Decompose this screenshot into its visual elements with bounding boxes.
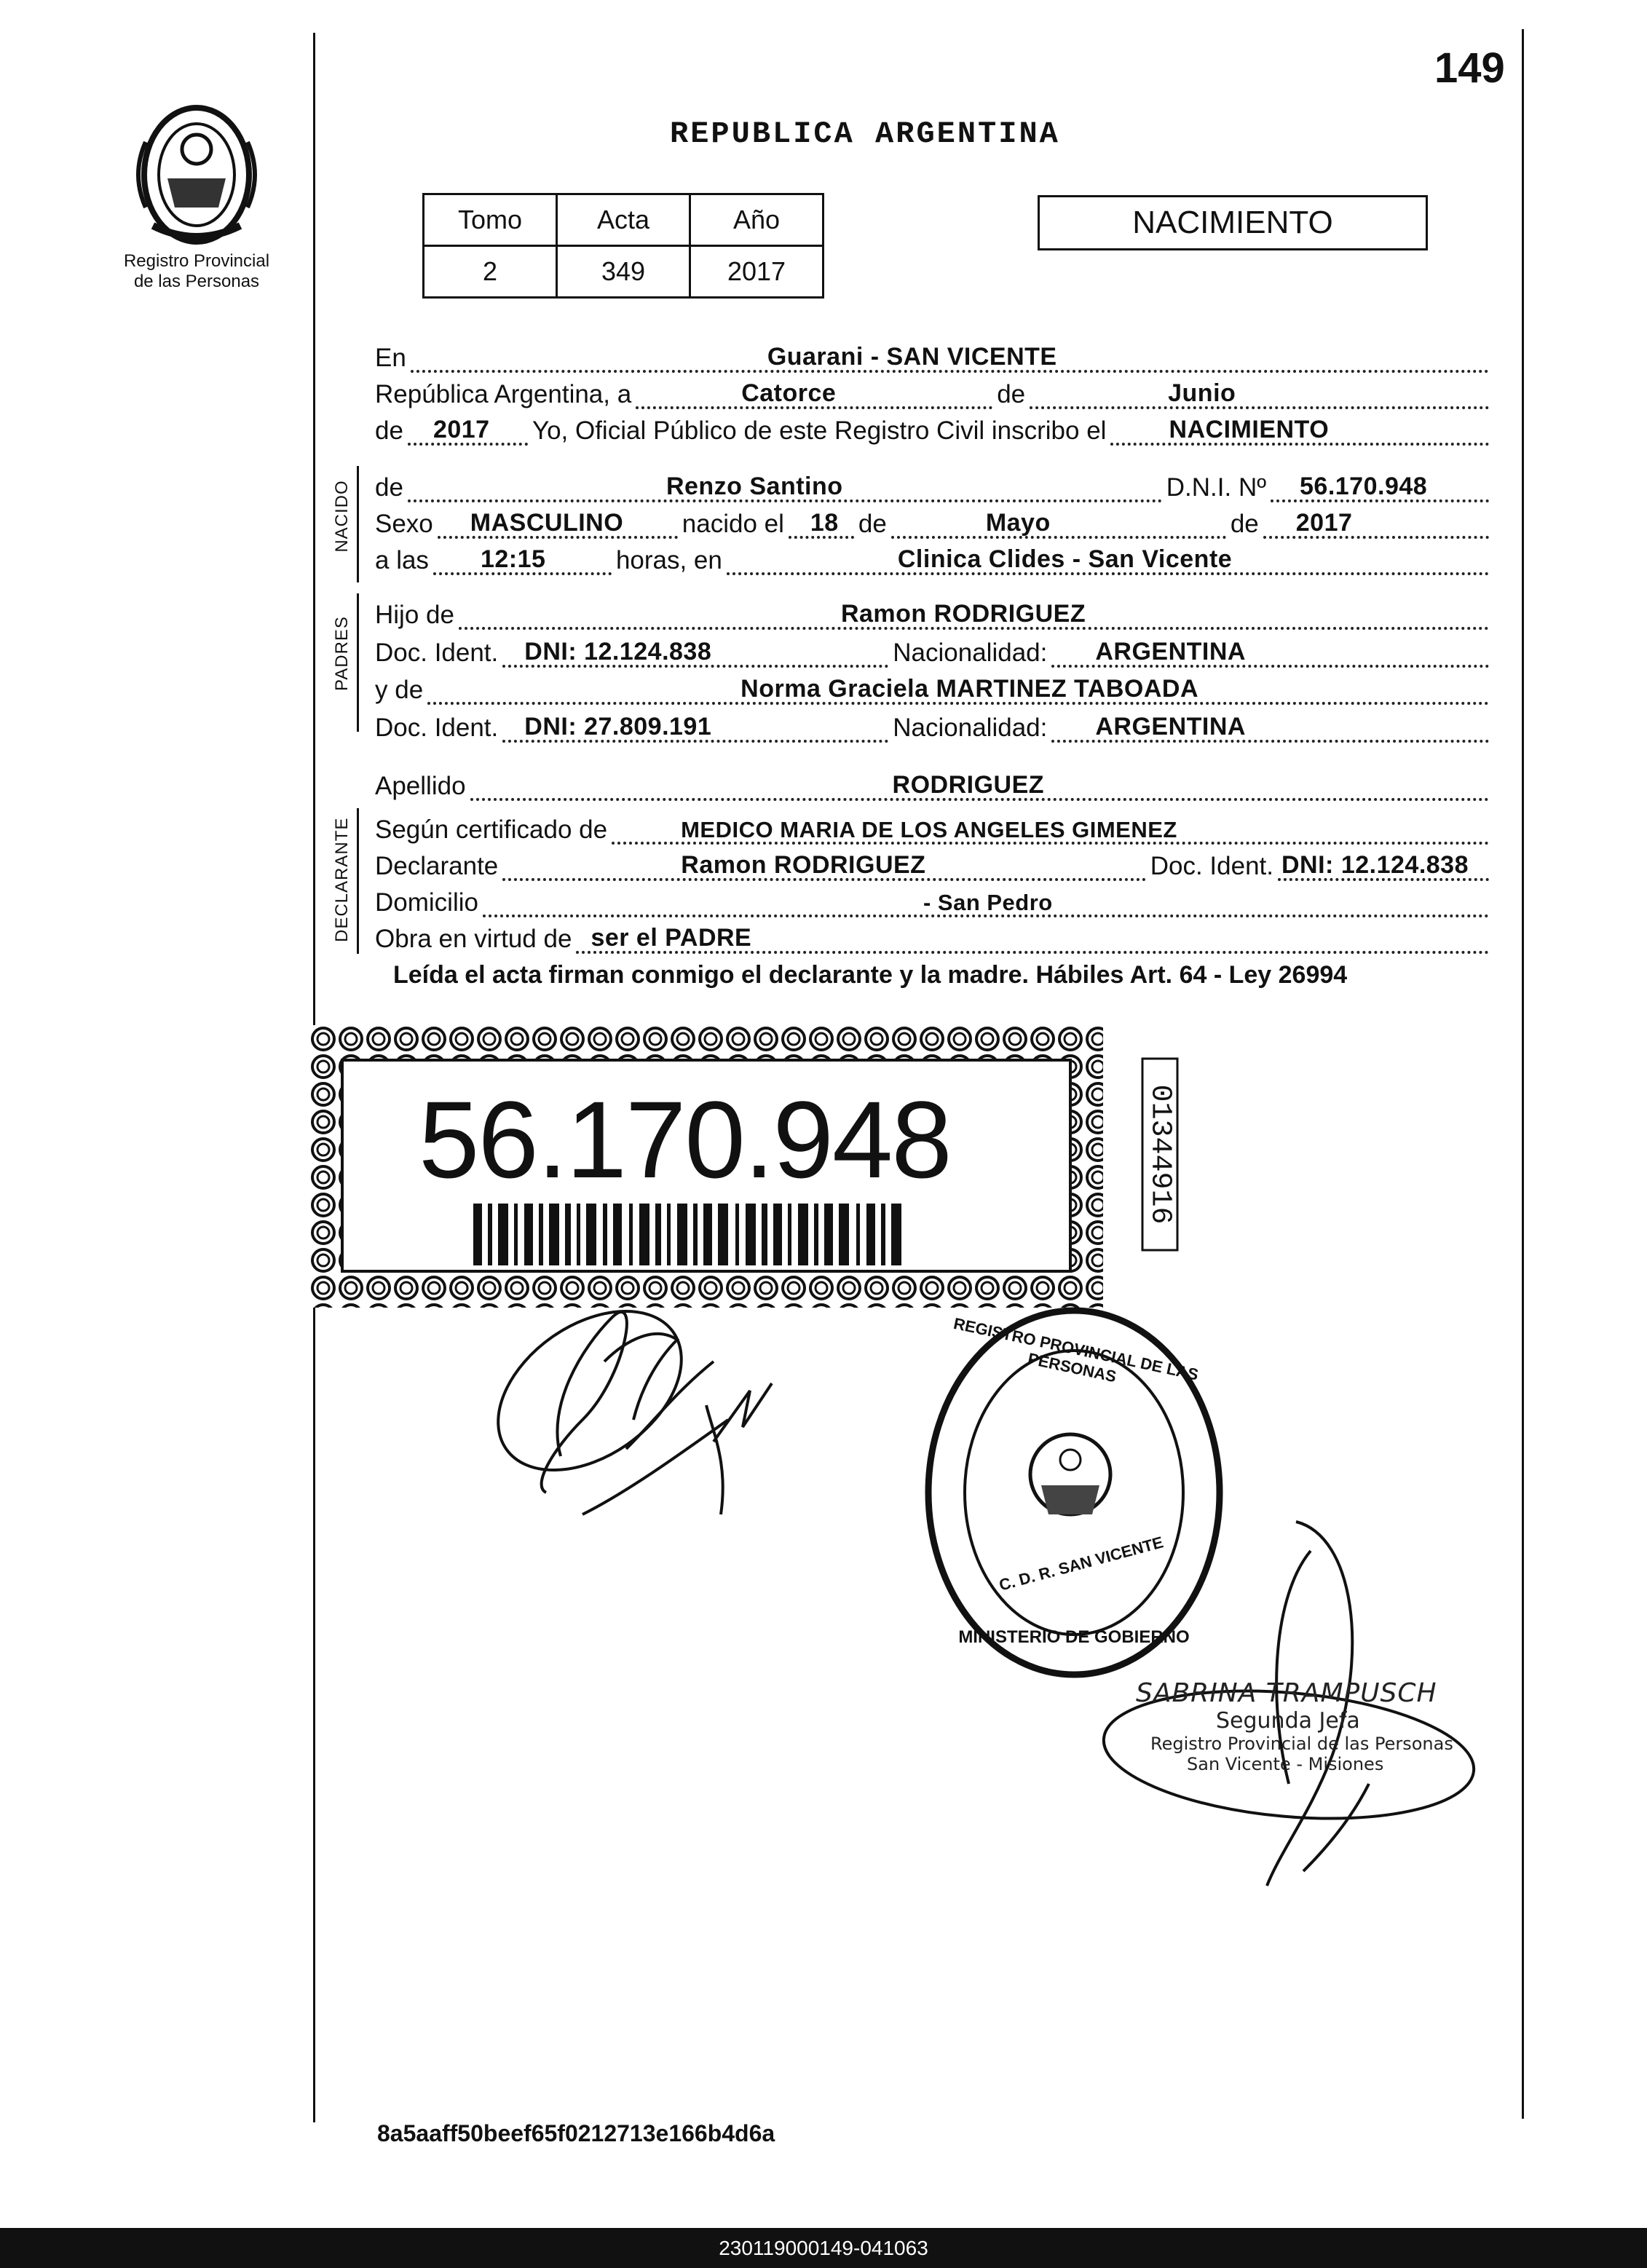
mother-doc-label: Doc. Ident.: [375, 714, 499, 742]
official-office: Registro Provincial de las Personas: [1150, 1734, 1453, 1754]
name-value: Renzo Santino: [665, 473, 843, 500]
de2-label: de: [375, 416, 403, 445]
mother-nac-label: Nacionalidad:: [893, 714, 1048, 742]
time-value: 12:15: [480, 545, 546, 573]
yde-label: y de: [375, 676, 424, 704]
nacido-divider: [357, 466, 359, 582]
a-las-label: a las: [375, 546, 429, 574]
horas-label: horas, en: [615, 546, 722, 574]
registry-line-2: de las Personas: [133, 272, 260, 291]
father-nac-label: Nacionalidad:: [893, 639, 1048, 667]
province-logo: [124, 98, 269, 251]
padres-label: PADRES: [332, 616, 352, 691]
nacido-de-label: de: [375, 473, 403, 502]
table-header-tomo: Tomo: [424, 194, 557, 246]
nacido-label: NACIDO: [332, 480, 352, 553]
official-role: Segunda Jefa: [1216, 1708, 1360, 1734]
row-hijo: [375, 593, 1489, 630]
sticker-serial: 01344916: [1142, 1058, 1179, 1252]
sexo-value: MASCULINO: [470, 509, 624, 537]
decl-doc-label: Doc. Ident.: [1150, 852, 1273, 880]
decl-doc-value: DNI: 12.124.838: [1281, 851, 1469, 879]
page-number: 149: [1434, 44, 1505, 92]
obra-label: Obra en virtud de: [375, 925, 572, 953]
right-margin-rule: [1522, 29, 1524, 2119]
dni-value: 56.170.948: [1300, 473, 1428, 500]
row-madre: [375, 668, 1489, 705]
row-domicilio: [375, 881, 1489, 917]
declarante-label: DECLARANTE: [332, 817, 352, 942]
dni-sticker: [309, 1025, 1103, 1308]
footer-id-bar: 230119000149-041063: [0, 2228, 1647, 2268]
dom-label: Domicilio: [375, 888, 478, 917]
place-value: Clinica Clides - San Vicente: [897, 545, 1233, 573]
row-nombre: [375, 466, 1489, 502]
reference-table: [422, 193, 824, 299]
father-value: Ramon RODRIGUEZ: [840, 600, 1086, 628]
father-nac-value: ARGENTINA: [1095, 638, 1246, 665]
dom-value: - San Pedro: [923, 890, 1053, 915]
de-label: de: [997, 380, 1026, 408]
row-declarante: [375, 845, 1489, 881]
mother-doc-value: DNI: 27.809.191: [524, 713, 712, 740]
row-year: [375, 409, 1489, 446]
en-label: En: [375, 344, 406, 372]
row-hora: [375, 539, 1489, 575]
declarant-signature: [437, 1274, 815, 1584]
table-header-acta: Acta: [557, 194, 690, 246]
seal-bottom-text: MINISTERIO DE GOBIERNO: [958, 1627, 1190, 1647]
sticker-barcode: [473, 1204, 910, 1265]
obra-value: ser el PADRE: [591, 924, 752, 952]
en-value: Guarani - SAN VICENTE: [767, 343, 1057, 371]
closing-statement: Leída el acta firman conmigo el declarante y la madre. Hábiles Art. 64 - Ley 26994: [393, 961, 1348, 989]
row-mother-doc: [375, 706, 1489, 743]
row-obra: [375, 917, 1489, 954]
official-stamp-text: [1136, 1678, 1471, 1774]
row-sexo: [375, 502, 1489, 539]
mother-nac-value: ARGENTINA: [1095, 713, 1246, 740]
country-title: REPUBLICA ARGENTINA: [670, 116, 1060, 151]
row-certificado: [375, 808, 1489, 845]
document-hash: 8a5aaff50beef65f0212713e166b4d6a: [377, 2120, 775, 2146]
nacido-de3-label: de: [1230, 510, 1259, 538]
cert-label: Según certificado de: [375, 815, 608, 844]
table-value-acta: 349: [557, 246, 690, 298]
registry-label: [109, 251, 284, 292]
official-name: SABRINA TRAMPUSCH: [1136, 1678, 1437, 1708]
day-value: Catorce: [741, 379, 837, 407]
declarante-divider: [357, 808, 359, 954]
birth-month-value: Mayo: [985, 509, 1051, 537]
year-value: 2017: [433, 416, 490, 443]
row-father-doc: [375, 631, 1489, 668]
seal-inner-text: C. D. R. SAN VICENTE: [997, 1533, 1166, 1595]
row-en: [375, 336, 1489, 373]
father-doc-value: DNI: 12.124.838: [524, 638, 712, 665]
official-location: San Vicente - Misiones: [1187, 1754, 1384, 1774]
decl-value: Ramon RODRIGUEZ: [681, 851, 926, 879]
apellido-label: Apellido: [375, 772, 466, 800]
month-value: Junio: [1168, 379, 1236, 407]
padres-divider: [357, 593, 359, 732]
decl-label: Declarante: [375, 852, 499, 880]
nacido-de2-label: de: [858, 510, 887, 538]
seal-top-text: REGISTRO PROVINCIAL DE LAS PERSONAS: [952, 1313, 1201, 1386]
row-republica: [375, 373, 1489, 409]
mother-value: Norma Graciela MARTINEZ TABOADA: [740, 675, 1199, 703]
hijo-label: Hijo de: [375, 601, 454, 629]
yo-label: Yo, Oficial Público de este Registro Civil inscribo el: [532, 416, 1107, 445]
row-apellido: [375, 764, 1489, 801]
table-value-anio: 2017: [690, 246, 824, 298]
event-value: NACIMIENTO: [1169, 416, 1330, 443]
birth-day-value: 18: [810, 509, 839, 537]
dni-label: D.N.I. Nº: [1166, 473, 1266, 502]
apellido-value: RODRIGUEZ: [892, 771, 1045, 799]
father-doc-label: Doc. Ident.: [375, 639, 499, 667]
registry-line-1: Registro Provincial: [123, 251, 270, 271]
sticker-number: 56.170.948: [419, 1078, 951, 1201]
nacido-el-label: nacido el: [682, 510, 784, 538]
sexo-label: Sexo: [375, 510, 433, 538]
republica-label: República Argentina, a: [375, 380, 632, 408]
table-value-tomo: 2: [424, 246, 557, 298]
birth-year-value: 2017: [1295, 509, 1353, 537]
cert-value: MEDICO MARIA DE LOS ANGELES GIMENEZ: [681, 817, 1177, 842]
act-type-box: NACIMIENTO: [1038, 195, 1428, 250]
table-header-anio: Año: [690, 194, 824, 246]
